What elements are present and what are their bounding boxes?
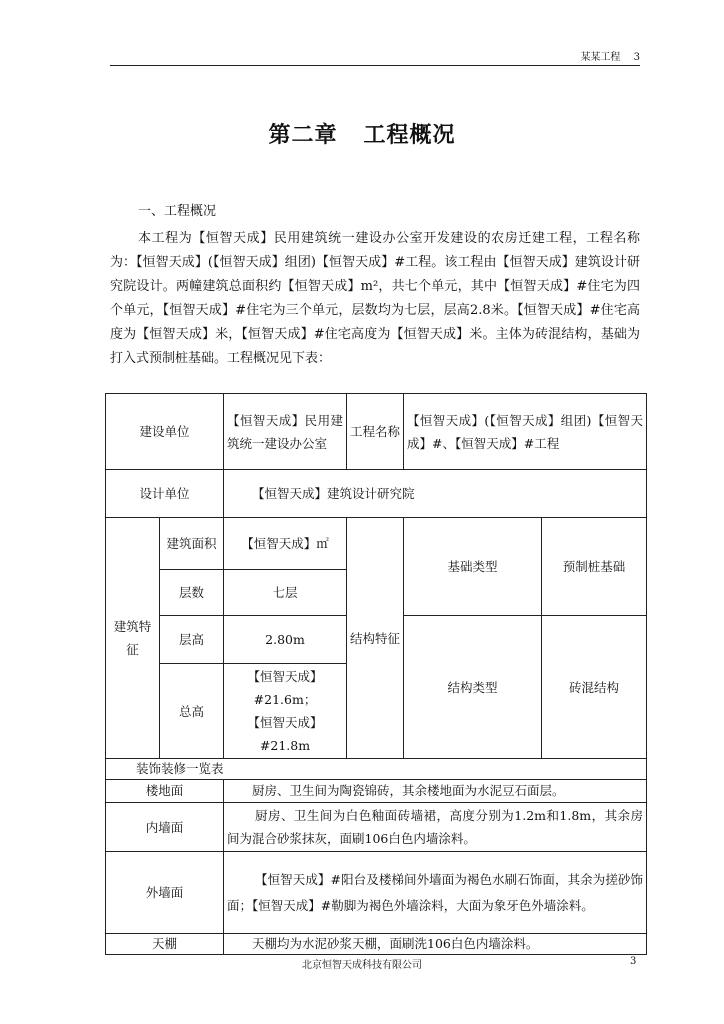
structure-value: 砖混结构 xyxy=(542,616,647,759)
table-row xyxy=(106,803,647,852)
floor-value: 厨房、卫生间为陶瓷锦砖，其余楼地面为水泥豆石面层。 xyxy=(224,780,647,803)
chapter-number: 第二章 xyxy=(268,123,338,148)
table-row xyxy=(106,470,647,518)
outer-wall-value: 【恒智天成】#阳台及楼梯间外墙面为褐色水刷石饰面，其余为搓砂饰面；【恒智天成】#勒脚为褐色外墙涂料，大面为象牙色外墙涂料。 xyxy=(224,852,647,934)
area-value: 【恒智天成】㎡ xyxy=(224,518,347,570)
project-overview-table xyxy=(105,393,647,955)
design-unit-value: 【恒智天成】建筑设计研究院 xyxy=(224,470,647,518)
intro-paragraph: 本工程为【恒智天成】民用建筑统一建设办公室开发建设的农房迁建工程，工程名称为：【恒智天成】(【恒智天成】组团)【恒智天成】#工程。该工程由【恒智天成】建筑设计研究院设计。两幢建筑总面积约【恒智天成】m²，共七个单元，其中【恒智天成】#住宅为四个单元，【恒智天成】#住宅为三个单元，层数均为七层，层高2.8米。【恒智天成】#住宅高度为【恒智天成】米，【恒智天成】#住宅高度为【恒智天成】米。主体为砖混结构，基础为打入式预制桩基础。工程概况见下表： xyxy=(110,231,640,366)
build-unit-value: 【恒智天成】民用建筑统一建设办公室 xyxy=(224,394,347,470)
header-page-number: 3 xyxy=(633,52,640,63)
inner-wall-label: 内墙面 xyxy=(106,803,224,852)
inner-wall-value: 厨房、卫生间为白色釉面砖墙裙，高度分别为1.2m和1.8m，其余房间为混合砂浆抹灰，面刷106白色内墙涂料。 xyxy=(224,803,647,852)
project-name-value: 【恒智天成】(【恒智天成】组团)【恒智天成】#、【恒智天成】#工程 xyxy=(404,394,647,470)
footer-page-number: 3 xyxy=(630,956,637,967)
header-project: 某某工程 xyxy=(580,52,621,63)
structure-label: 结构类型 xyxy=(404,616,542,759)
total-height-label: 总高 xyxy=(160,664,224,759)
chapter-name: 工程概况 xyxy=(363,123,456,148)
design-unit-label: 设计单位 xyxy=(106,470,224,518)
total-height-cell xyxy=(224,664,347,759)
table-row xyxy=(106,759,647,780)
floors-label: 层数 xyxy=(160,570,224,616)
page-header xyxy=(110,48,640,66)
foundation-value: 预制桩基础 xyxy=(542,518,647,616)
floor-height-value: 2.80m xyxy=(224,616,347,664)
build-unit-label: 建设单位 xyxy=(106,394,224,470)
total-height-value-2: 【恒智天成】#21.8m xyxy=(247,715,323,753)
area-label: 建筑面积 xyxy=(160,518,224,570)
total-height-value-1: 【恒智天成】#21.6m； xyxy=(247,669,323,707)
floors-value: 七层 xyxy=(224,570,347,616)
table-row xyxy=(106,852,647,934)
foundation-label: 基础类型 xyxy=(404,518,542,616)
ceiling-label: 天棚 xyxy=(106,934,224,955)
outer-wall-label: 外墙面 xyxy=(106,852,224,934)
decoration-header: 装饰装修一览表 xyxy=(106,759,647,780)
project-name-label: 工程名称 xyxy=(347,394,404,470)
chapter-title xyxy=(0,118,724,149)
arch-feature-label: 建筑特征 xyxy=(106,518,160,759)
footer-company: 北京恒智天成科技有限公司 xyxy=(302,960,422,971)
floor-height-label: 层高 xyxy=(160,616,224,664)
table-row xyxy=(106,934,647,955)
struct-feature-label: 结构特征 xyxy=(347,518,404,759)
floor-label: 楼地面 xyxy=(106,780,224,803)
table-row xyxy=(106,780,647,803)
ceiling-value: 天棚均为水泥砂浆天棚，面刷洗106白色内墙涂料。 xyxy=(224,934,647,955)
table-row xyxy=(106,394,647,470)
section-heading: 一、工程概况 xyxy=(138,204,217,219)
table-row xyxy=(106,518,647,570)
